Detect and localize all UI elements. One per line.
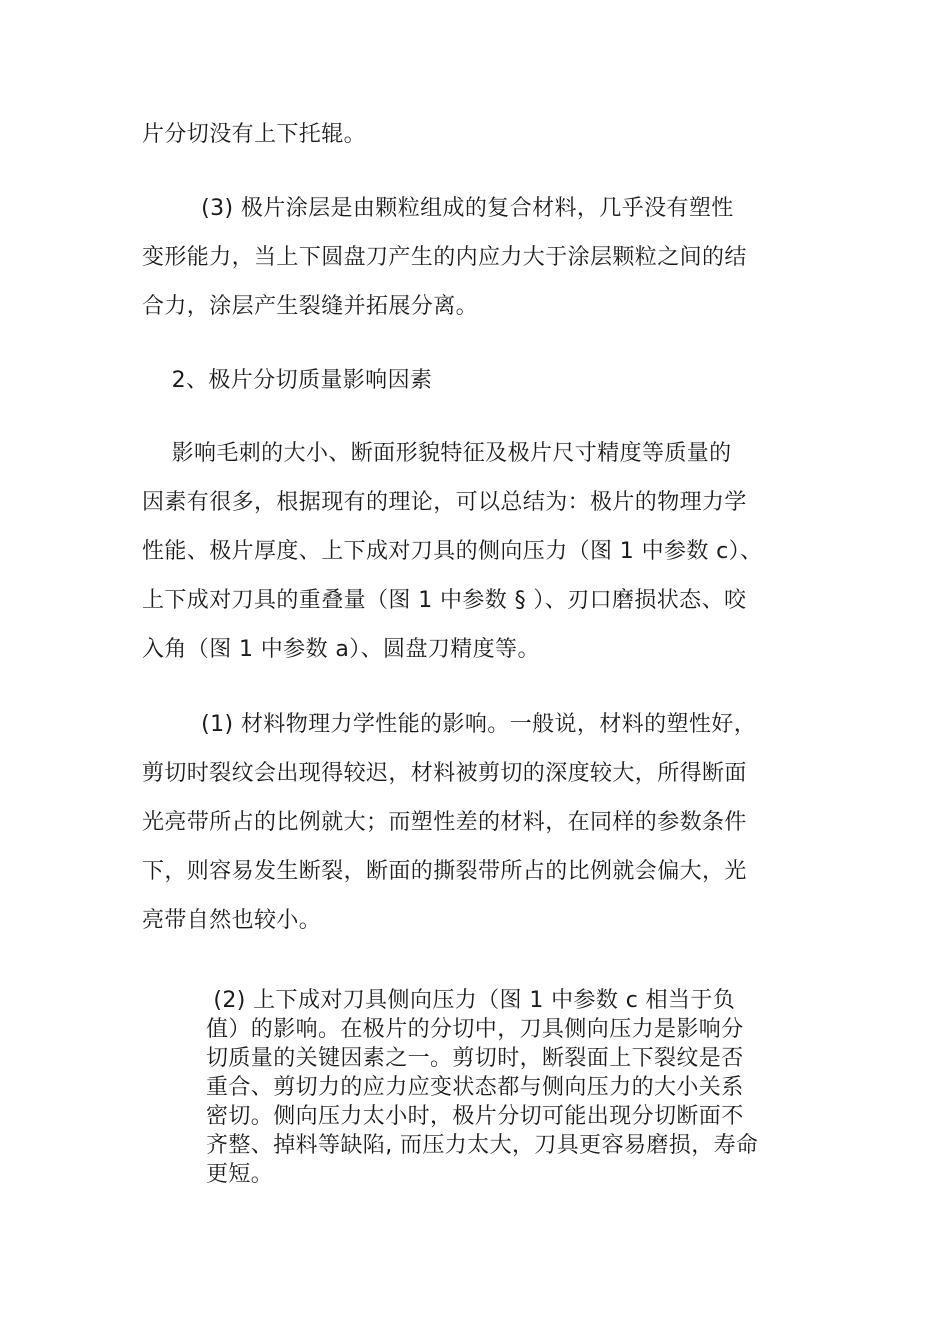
text-line: (3) 极片涂层是由颗粒组成的复合材料，几乎没有塑性 [142,196,734,221]
text-line: 密切。侧向压力太小时，极片分切可能出现分切断面不 [206,1104,744,1129]
text-line: 影响毛刺的大小、断面形貌特征及极片尺寸精度等质量的 [142,441,732,466]
text-line: 因素有很多，根据现有的理论，可以总结为：极片的物理力学 [142,490,747,515]
text-line: 片分切没有上下托辊。 [142,122,367,147]
text-line: 变形能力，当上下圆盘刀产生的内应力大于涂层颗粒之间的结 [142,245,747,270]
text-line: 上下成对刀具的重叠量（图 1 中参数 § ）、刃口磨损状态、咬 [142,588,747,613]
paragraph-point-1 [142,700,842,945]
paragraph-point-2 [206,986,826,1189]
paragraph-factors [142,429,842,674]
paragraph-continuation [142,110,842,159]
text-line: 合力，涂层产生裂缝并拓展分离。 [142,294,479,319]
text-line: 入角（图 1 中参数 a）、圆盘刀精度等。 [142,637,540,662]
text-line: (2) 上下成对刀具侧向压力（图 1 中参数 c 相当于负 [206,988,736,1013]
text-line: 亮带自然也较小。 [142,908,322,933]
heading-text: 2、极片分切质量影响因素 [142,368,433,393]
text-line: 下，则容易发生断裂，断面的撕裂带所占的比例就会偏大，光 [142,859,747,884]
text-line: (1) 材料物理力学性能的影响。一般说，材料的塑性好， [142,712,757,737]
text-line: 值）的影响。在极片的分切中，刀具侧向压力是影响分 [206,1017,744,1042]
section-heading [142,356,842,405]
text-line: 更短。 [206,1162,274,1187]
paragraph-point-3 [142,184,842,331]
text-line: 齐整、掉料等缺陷, 而压力太大，刀具更容易磨损，寿命 [206,1133,759,1158]
text-line: 性能、极片厚度、上下成对刀具的侧向压力（图 1 中参数 c）、 [142,539,763,564]
text-line: 剪切时裂纹会出现得较迟，材料被剪切的深度较大，所得断面 [142,761,747,786]
text-line: 重合、剪切力的应力应变状态都与侧向压力的大小关系 [206,1075,744,1100]
text-line: 光亮带所占的比例就大；而塑性差的材料，在同样的参数条件 [142,810,747,835]
text-line: 切质量的关键因素之一。剪切时，断裂面上下裂纹是否 [206,1046,744,1071]
